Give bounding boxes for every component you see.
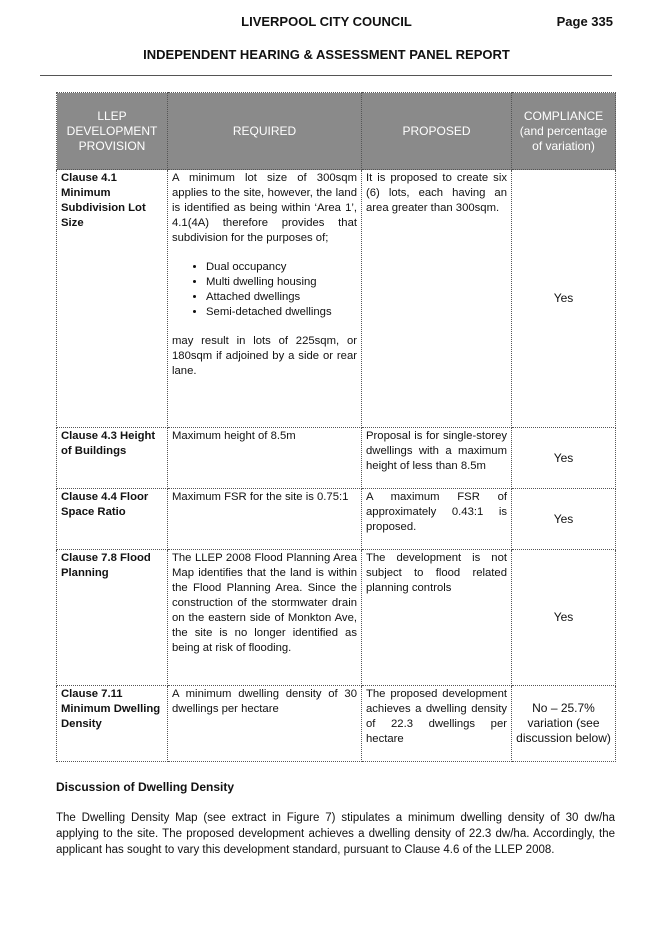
row-compliance: Yes [512,550,616,686]
list-item: • Dual occupancy [206,260,357,275]
header-proposed: PROPOSED [362,93,512,170]
required-outro: may result in lots of 225sqm, or 180sqm if adjoined by a side or rear lane. [172,335,357,377]
table-header-row [57,93,616,170]
row-proposed: The development is not subject to flood related planning controls [362,550,512,686]
table-row [57,428,616,489]
list-item: • Semi-detached dwellings [206,305,357,320]
row-compliance: Yes [512,428,616,489]
council-name: LIVERPOOL CITY COUNCIL [241,14,412,29]
page-number: Page 335 [556,14,613,29]
row-clause: Clause 7.8 Flood Planning [57,550,168,686]
row-required: Maximum FSR for the site is 0.75:1 [168,489,362,550]
row-clause: Clause 4.3 Height of Buildings [57,428,168,489]
row-proposed: A maximum FSR of approximately 0.43:1 is proposed. [362,489,512,550]
required-intro: A minimum lot size of 300sqm applies to the site, however, the land is identified as being within ‘Area 1’, 4.1(4A) therefore provides that subdivision for the purposes of; [172,172,357,244]
list-item: • Multi dwelling housing [206,275,357,290]
required-list [172,260,357,320]
row-required [168,170,362,428]
header-divider [40,75,612,76]
row-clause: Clause 4.4 Floor Space Ratio [57,489,168,550]
header-required: REQUIRED [168,93,362,170]
page-header [0,14,653,32]
row-clause: Clause 4.1 Minimum Subdivision Lot Size [57,170,168,428]
discussion-heading: Discussion of Dwelling Density [56,780,235,794]
row-compliance: No – 25.7% variation (see discussion below) [512,686,616,762]
table-row [57,489,616,550]
list-item: • Attached dwellings [206,290,357,305]
table-row [57,686,616,762]
row-required: A minimum dwelling density of 30 dwellings per hectare [168,686,362,762]
table-row [57,170,616,428]
report-title: INDEPENDENT HEARING & ASSESSMENT PANEL REPORT [143,47,510,62]
discussion-paragraph: The Dwelling Density Map (see extract in Figure 7) stipulates a minimum dwelling density of 30 dw/ha applying to the site. The proposed development achieves a dwelling density of 22.3 dw/ha. Accordingly, the applicant has sought to vary this development standard, pursuant to Clause 4.6 of the LLEP 2008. [56,812,615,856]
table-row [57,550,616,686]
row-required: Maximum height of 8.5m [168,428,362,489]
header-provision: LLEP DEVELOPMENT PROVISION [57,93,168,170]
row-compliance: Yes [512,489,616,550]
row-required: The LLEP 2008 Flood Planning Area Map identifies that the land is within the Flood Planning Area. Since the construction of the stormwater drain on the eastern side of Monkton Ave, the site is no longer identified as being at risk of flooding. [168,550,362,686]
row-proposed: The proposed development achieves a dwelling density of 22.3 dwellings per hectare [362,686,512,762]
llep-compliance-table [56,92,616,762]
row-proposed: It is proposed to create six (6) lots, each having an area greater than 300sqm. [362,170,512,428]
row-compliance: Yes [512,170,616,428]
row-proposed: Proposal is for single-storey dwellings with a maximum height of less than 8.5m [362,428,512,489]
row-clause: Clause 7.11 Minimum Dwelling Density [57,686,168,762]
header-compliance: COMPLIANCE (and percentage of variation) [512,93,616,170]
